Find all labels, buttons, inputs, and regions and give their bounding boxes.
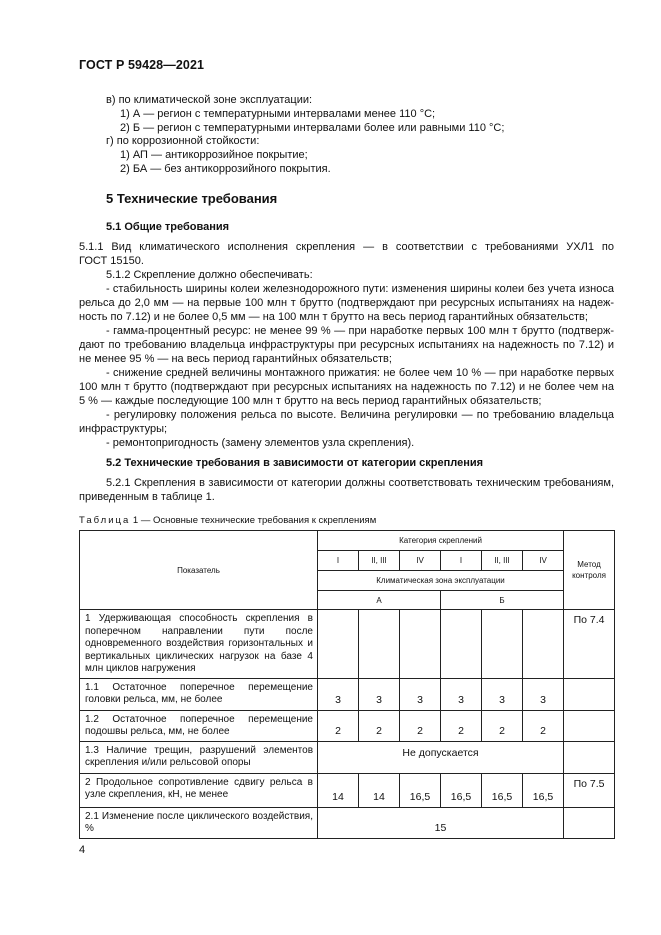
- table-row: [80, 610, 615, 679]
- table-row: [80, 807, 615, 838]
- bullet-line: рельса до 2,0 мм — на первые 100 млн т брутто (подтверждают при ресурсных испытаниях на надеж-: [79, 297, 614, 309]
- row-indicator: 1 Удерживающая способность скрепления в поперечном направлении пути после одновременного воздействия горизонтальных и вертикальных циклических нагрузок на базе 4 млн циклов нагружения: [80, 610, 318, 679]
- table-row: [80, 678, 615, 710]
- row-value: [318, 610, 359, 679]
- row-value: 2: [482, 710, 523, 741]
- row-method: [564, 741, 615, 773]
- header-category-cell: I: [318, 551, 359, 571]
- requirements-table: [79, 530, 615, 839]
- row-indicator: 2.1 Изменение после циклического воздействия, %: [80, 807, 318, 838]
- paragraph-5-2-1-line-1: 5.2.1 Скрепления в зависимости от категории должны соответствовать техническим требованиям,: [106, 477, 614, 489]
- header-indicator: Показатель: [80, 531, 318, 610]
- list-item-ap: 1) АП — антикоррозийное покрытие;: [120, 149, 308, 161]
- row-value: 3: [441, 678, 482, 710]
- bullet-line: - стабильность ширины колеи железнодорожного пути: изменения ширины колеи без учета износа: [106, 283, 614, 295]
- list-item-ba: 2) БА — без антикоррозийного покрытия.: [120, 163, 331, 175]
- header-category-cell: IV: [400, 551, 441, 571]
- header-zone-a: А: [318, 591, 441, 610]
- bullet-line: 100 млн т брутто (подтверждают при ресурсных испытаниях на надежность по 7.12) и не более чем на: [79, 381, 614, 393]
- table-row: [80, 710, 615, 741]
- row-value: 3: [523, 678, 564, 710]
- row-value: 16,5: [482, 773, 523, 807]
- bullet-line: ность по 7.12) и не более 0,5 мм — на 100 млн т брутто на весь период гарантийных обязательств;: [79, 311, 588, 323]
- bullet-line: дают по требованию владельца инфраструктуры при ресурсных испытаниях на надежность по 7.12) и: [79, 339, 614, 351]
- paragraph-5-1-1-line-2: ГОСТ 15150.: [79, 255, 144, 267]
- row-value: [400, 610, 441, 679]
- row-value: 2: [359, 710, 400, 741]
- list-item-climate-zone: в) по климатической зоне эксплуатации:: [106, 94, 313, 106]
- row-method: По 7.4: [564, 610, 615, 679]
- row-indicator: 1.2 Остаточное поперечное перемещение подошвы рельса, мм, не более: [80, 710, 318, 741]
- row-value: [523, 610, 564, 679]
- row-value: [482, 610, 523, 679]
- row-indicator: 1.1 Остаточное поперечное перемещение головки рельса, мм, не более: [80, 678, 318, 710]
- section-5-1-title: 5.1 Общие требования: [106, 221, 230, 233]
- row-method: [564, 807, 615, 838]
- row-value: 2: [318, 710, 359, 741]
- row-method: [564, 710, 615, 741]
- row-value: 14: [318, 773, 359, 807]
- bullet-line: - снижение средней величины монтажного прижатия: не более чем 10 % — при наработке первых: [106, 367, 614, 379]
- bullet-line: - гамма-процентный ресурс: не менее 99 % — при наработке первых 100 млн т брутто (подтверж-: [106, 325, 614, 337]
- section-5-title: 5 Технические требования: [106, 191, 278, 206]
- row-value: 3: [359, 678, 400, 710]
- row-method: [564, 678, 615, 710]
- list-item-zone-b: 2) Б — регион с температурными интервалами более или равными 110 °С;: [120, 122, 505, 134]
- row-value: 16,5: [441, 773, 482, 807]
- row-value: 2: [523, 710, 564, 741]
- row-value: 16,5: [523, 773, 564, 807]
- table-caption: [79, 514, 376, 528]
- paragraph-5-1-1-line-1: 5.1.1 Вид климатического исполнения скрепления — в соответствии с требованиями УХЛ1 по: [79, 241, 614, 253]
- bullet-line: не менее 95 % — на весь период гарантийных обязательств;: [79, 353, 392, 365]
- row-value: [441, 610, 482, 679]
- header-category-cell: II, III: [359, 551, 400, 571]
- row-span-value: Не допускается: [318, 741, 564, 773]
- list-item-zone-a: 1) А — регион с температурными интервалами менее 110 °С;: [120, 108, 436, 120]
- bullet-line: - регулировку положения рельса по высоте. Величина регулировки — по требованию владельца: [106, 409, 614, 421]
- header-category-cell: II, III: [482, 551, 523, 571]
- row-value: 3: [482, 678, 523, 710]
- table-caption-text: 1 — Основные технические требования к скреплениям: [132, 515, 377, 526]
- table-row: [80, 741, 615, 773]
- row-indicator: 1.3 Наличие трещин, разрушений элементов скрепления и/или рельсовой опоры: [80, 741, 318, 773]
- header-method: Метод контроля: [564, 531, 615, 610]
- row-value: 14: [359, 773, 400, 807]
- row-value: 3: [400, 678, 441, 710]
- row-value: 2: [400, 710, 441, 741]
- header-category-cell: I: [441, 551, 482, 571]
- header-climate-zone: Климатическая зона эксплуатации: [318, 571, 564, 591]
- row-span-value: 15: [318, 807, 564, 838]
- bullet-line: - ремонтопригодность (замену элементов узла скрепления).: [106, 437, 415, 449]
- row-value: 2: [441, 710, 482, 741]
- header-category: Категория скреплений: [318, 531, 564, 551]
- page-number: 4: [79, 844, 86, 856]
- header-zone-b: Б: [441, 591, 564, 610]
- document-header: ГОСТ Р 59428—2021: [79, 58, 205, 72]
- bullet-line: 5 % — каждые последующие 100 млн т брутто на весь период гарантийных обязательств;: [79, 395, 542, 407]
- bullet-line: инфраструктуры;: [79, 423, 168, 435]
- row-value: [359, 610, 400, 679]
- paragraph-5-2-1-line-2: приведенным в таблице 1.: [79, 491, 215, 503]
- row-method: По 7.5: [564, 773, 615, 807]
- table-row: [80, 773, 615, 807]
- section-5-2-title: 5.2 Технические требования в зависимости от категории скрепления: [106, 457, 484, 469]
- row-indicator: 2 Продольное сопротивление сдвигу рельса в узле скрепления, кН, не менее: [80, 773, 318, 807]
- list-item-corrosion: г) по коррозионной стойкости:: [106, 135, 260, 147]
- header-category-cell: IV: [523, 551, 564, 571]
- row-value: 3: [318, 678, 359, 710]
- table-caption-label: Таблица: [79, 515, 131, 526]
- paragraph-5-1-2-lead: 5.1.2 Скрепление должно обеспечивать:: [106, 269, 313, 281]
- row-value: 16,5: [400, 773, 441, 807]
